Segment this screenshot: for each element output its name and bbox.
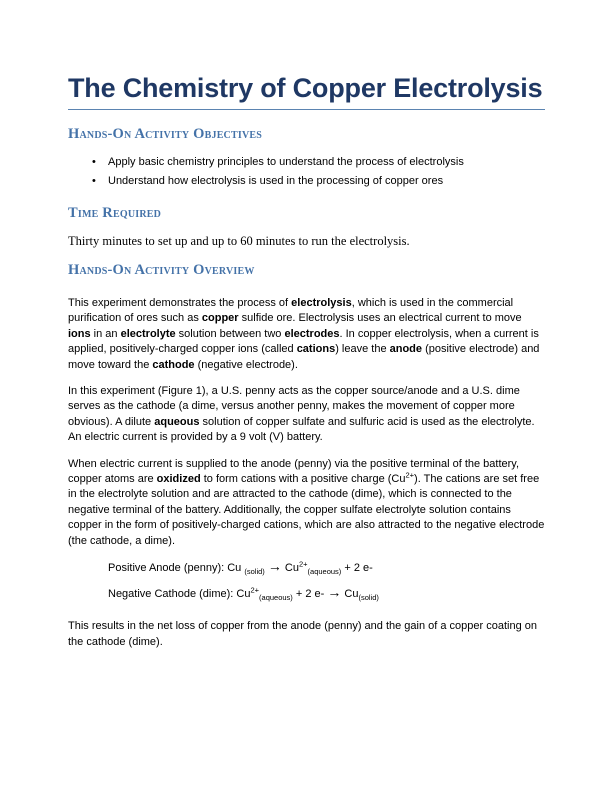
list-item bbox=[92, 172, 545, 191]
bullet-icon: • bbox=[92, 175, 96, 187]
heading-overview: Hands-On Activity Overview bbox=[68, 262, 255, 278]
anode-half-reaction: Positive Anode (penny): Cu $_{(solid)} \to Cu^{2+}_{(aqueous)} + 2$ e- bbox=[108, 558, 373, 577]
document-content bbox=[68, 73, 545, 650]
heading-objectives: Hands-On Activity Objectives bbox=[68, 126, 262, 142]
bullet-icon: • bbox=[92, 156, 96, 168]
objectives-list bbox=[68, 153, 545, 191]
heading-time-required: Time Required bbox=[68, 205, 162, 221]
document-title: The Chemistry of Copper Electrolysis bbox=[68, 73, 545, 110]
overview-paragraph-2: In this experiment (Figure 1), a U.S. penny acts as the copper source/anode and a U.S. dime serves as the cathode (a dime, versus another penny, makes the movement of copper more obvious). A dilute aqueous solution of copper sulfate and sulfuric acid is used as the electrolyte. An electric current is provided by a 9 volt (V) battery. bbox=[68, 385, 535, 444]
objective-text: Understand how electrolysis is used in the processing of copper ores bbox=[108, 175, 444, 187]
objective-text: Apply basic chemistry principles to understand the process of electrolysis bbox=[108, 156, 464, 168]
cathode-half-reaction: Negative Cathode (dime): $Cu^{2+}_{(aqueous)} + 2$ $e- \to Cu_{(solid)}$ bbox=[108, 584, 379, 603]
overview-paragraph-3: When electric current is supplied to the anode (penny) via the positive terminal of the battery, copper atoms are oxidized to form cations with a positive charge $(Cu^{2+})$. The cations are set free in the electrolyte solution and are attracted to the cathode (dime), which is connected to the negative terminal of the battery. Additionally, the copper sulfate electrolyte solution contains copper in the form of positively-charged cations, which are also attracted to the negative electrode (the cathode, a dime). bbox=[68, 457, 545, 547]
list-item bbox=[92, 153, 545, 172]
time-required-text: Thirty minutes to set up and up to 60 minutes to run the electrolysis. bbox=[68, 234, 410, 248]
overview-paragraph-4: This results in the net loss of copper from the anode (penny) and the gain of a copper coating on the cathode (dime). bbox=[68, 620, 538, 648]
overview-paragraph-1: This experiment demonstrates the process of electrolysis, which is used in the commercial purification of ores such as copper sulfide ore. Electrolysis uses an electrical current to move ions in an electrolyte solution between two electrodes. In copper electrolysis, when a current is applied, positively-charged copper ions (called cations) leave the anode (positive electrode) and move toward the cathode (negative electrode). bbox=[68, 297, 540, 371]
